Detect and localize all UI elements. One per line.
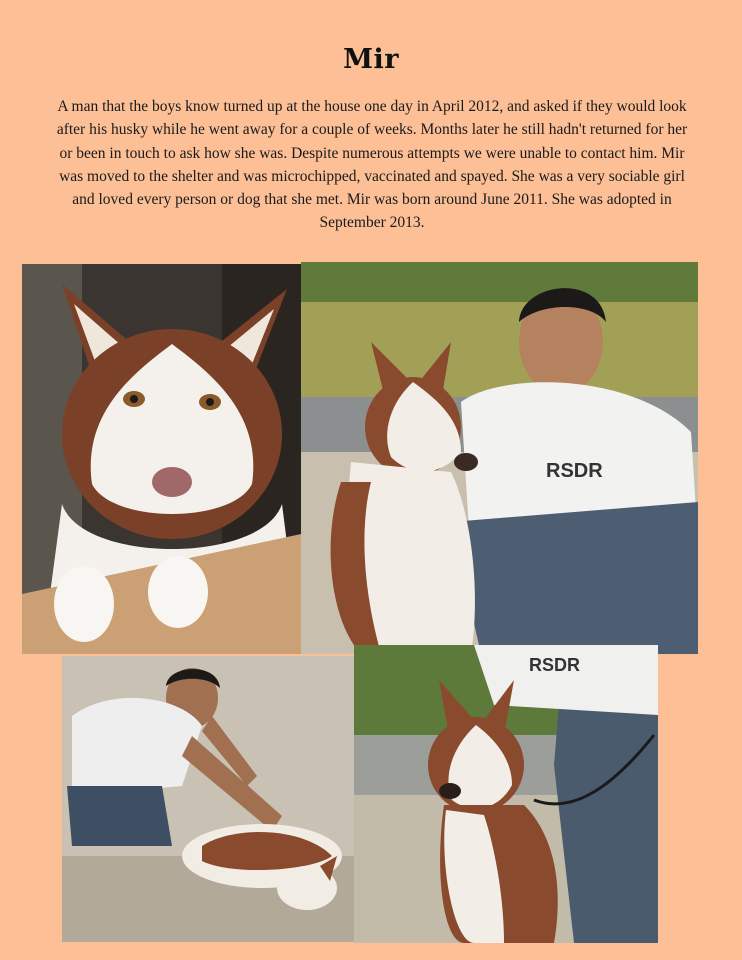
- shirt-text: RSDR: [546, 460, 603, 482]
- man-with-husky-illustration: [301, 262, 698, 654]
- photo-husky-standing: [354, 645, 658, 943]
- man-playing-illustration: [62, 656, 354, 942]
- story-paragraph: A man that the boys know turned up at the house one day in April 2012, and asked if they would look after his husky while he went away for a couple of weeks. Months later he still hadn't returned for her or been in touch to ask how she was. Despite numerous attempts we were unable to contact him. Mir was moved to the shelter and was microchipped, vaccinated and spayed. She was a very sociable girl and loved every person or dog that she met. Mir was born around June 2011. She was adopted in September 2013.: [56, 98, 688, 232]
- photo-man-playing-with-husky: [62, 656, 354, 942]
- photo-man-with-husky: [301, 262, 698, 654]
- photo-husky-closeup: [22, 264, 301, 654]
- shirt-text-second: RSDR: [529, 655, 581, 675]
- husky-closeup-illustration: [22, 264, 301, 654]
- husky-standing-illustration: [354, 645, 658, 943]
- page-title: Mir: [343, 44, 399, 75]
